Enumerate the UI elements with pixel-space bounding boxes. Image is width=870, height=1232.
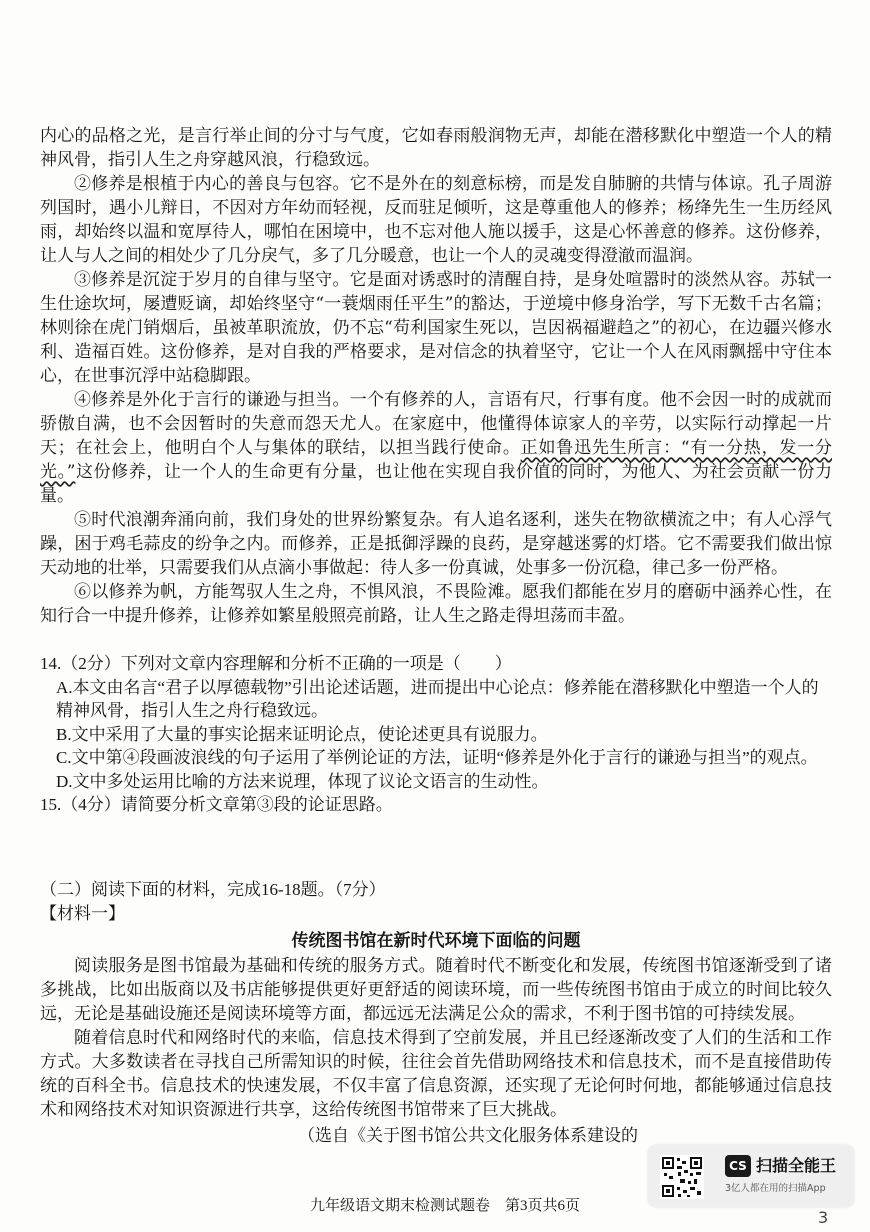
passage-paragraph-4: [40, 388, 832, 508]
material-label: 【材料一】: [40, 904, 125, 923]
qr-code-icon: [660, 1155, 704, 1199]
reading-passage: [40, 124, 832, 628]
camscanner-logo-icon: CS: [725, 1155, 751, 1177]
question-14-option-d: [40, 770, 832, 794]
option-text: 文中第④段画波浪线的句子运用了举例论证的方法，证明“修养是外化于言行的谦逊与担当”的观点。: [71, 748, 818, 767]
p4-text-after: 这份修养，让一个人的生命更有分量，也让他在实现自我价值的同时，为他人、为社会贡献一份力量。: [40, 462, 832, 506]
question-14-option-c: [40, 746, 832, 770]
corner-page-number: 3: [818, 1208, 829, 1227]
question-15-stem: 15.（4分）请简要分析文章第③段的论证思路。: [40, 795, 393, 814]
passage-paragraph-6: ⑥以修养为帆，方能驾驭人生之舟，不惧风浪，不畏险滩。愿我们都能在岁月的磨砺中涵养心性，在知行合一中提升修养，让修养如繁星般照亮前路，让人生之路走得坦荡而丰盈。: [40, 582, 832, 626]
passage-paragraph-3: ③修养是沉淀于岁月的自律与坚守。它是面对诱惑时的清醒自持，是身处喧嚣时的淡然从容。苏轼一生仕途坎坷，屡遭贬谪，却始终坚守“一蓑烟雨任平生”的豁达，于逆境中修身治学，写下无数千古名篇；林则徐在虎门销烟后，虽被革职流放，仍不忘“苟利国家生死以，岂因祸福避趋之”的初心，在边疆兴修水利、造福百姓。这份修养，是对自我的严格要求，是对信念的执着坚守，它让一个人在风雨飘摇中守住本心，在世事沉浮中站稳脚跟。: [40, 270, 832, 386]
material-title: 传统图书馆在新时代环境下面临的问题: [291, 931, 581, 951]
wavy-underlined-quote: 正如鲁迅先生所言：“有一分热，发一分光。”: [40, 438, 832, 482]
question-14-stem: 14.（2分）下列对文章内容理解和分析不正确的一项是（ ）: [40, 654, 512, 673]
p4-text-before: ④修养是外化于言行的谦逊与担当。一个有修养的人，言语有尺，行事有度。他不会因一时的成就而骄傲自满，也不会因暂时的失意而怨天尤人。在家庭中，他懂得体谅家人的辛劳，以实际行动撑起一片天；在社会上，他明白个人与集体的联结，以担当践行使命。: [40, 390, 832, 458]
material-paragraph-2: 随着信息时代和网络时代的来临，信息技术得到了空前发展，并且已经逐渐改变了人们的生活和工作方式。大多数读者在寻找自己所需知识的时候，往往会首先借助网络技术和信息技术，而不是直接借助传统的百科全书。信息技术的快速发展，不仅丰富了信息资源，还实现了无论何时何地，都能够通过信息技术和网络技术对知识资源进行共享，这给传统图书馆带来了巨大挑战。: [40, 1028, 832, 1120]
app-name: 扫描全能王: [756, 1156, 837, 1175]
material-source: （选自《关于图书馆公共文化服务体系建设的: [298, 1126, 638, 1146]
option-letter: D.: [56, 771, 73, 791]
scanner-watermark-badge: [648, 1145, 854, 1207]
app-tagline: 3亿人都在用的扫描App: [725, 1183, 826, 1194]
option-text: 本文由名言“君子以厚德载物”引出论述话题，进而提出中心论点：修养能在潜移默化中塑造一个人的精神风骨，指引人生之舟行稳致远。: [56, 677, 819, 720]
reading-part-two: [40, 878, 832, 1148]
passage-paragraph-2: ②修养是根植于内心的善良与包容。它不是外在的刻意标榜，而是发自肺腑的共情与体谅。孔子周游列国时，遇小儿辩日，不因对方年幼而轻视，反而驻足倾听，这是尊重他人的修养；杨绛先生一生历经风雨，却始终以温和宽厚待人，哪怕在困境中，也不忘对他人施以援手，这是心怀善意的修养。这份修养，让人与人之间的相处少了几分戾气，多了几分暖意，也让一个人的灵魂变得澄澈而温润。: [40, 174, 832, 266]
page-footer: 九年级语文期末检测试题卷 第3页共6页: [310, 1198, 581, 1214]
passage-paragraph-1: 内心的品格之光，是言行举止间的分寸与气度，它如春雨般润物无声，却能在潜移默化中塑造一个人的精神风骨，指引人生之舟穿越风浪，行稳致远。: [40, 126, 832, 170]
option-letter: C.: [56, 748, 72, 767]
section-heading: （二）阅读下面的材料，完成16-18题。（7分）: [40, 880, 386, 899]
option-letter: A.: [56, 677, 73, 697]
option-text: 文中采用了大量的事实论据来证明论点，使论述更具有说服力。: [71, 724, 548, 744]
material-paragraph-1: 阅读服务是图书馆最为基础和传统的服务方式。随着时代不断变化和发展，传统图书馆逐渐受到了诸多挑战，比如出版商以及书店能够提供更好更舒适的阅读环境，而一些传统图书馆由于成立的时间比较久远，无论是基础设施还是阅读环境等方面，都远远无法满足公众的需求，不利于图书馆的可持续发展。: [40, 956, 832, 1024]
question-14-option-b: [40, 723, 832, 747]
passage-paragraph-5: ⑤时代浪潮奔涌向前，我们身处的世界纷繁复杂。有人追名逐利，迷失在物欲横流之中；有人心浮气躁，困于鸡毛蒜皮的纷争之内。而修养，正是抵御浮躁的良药，是穿越迷雾的灯塔。它不需要我们做出惊天动地的壮举，只需要我们从点滴小事做起：待人多一份真诚，处事多一份沉稳，律己多一份严格。: [40, 510, 832, 578]
questions-block: [40, 652, 832, 817]
option-letter: B.: [56, 724, 72, 744]
question-14-option-a: [40, 676, 832, 723]
option-text: 文中多处运用比喻的方法来说理，体现了议论文语言的生动性。: [72, 771, 549, 791]
